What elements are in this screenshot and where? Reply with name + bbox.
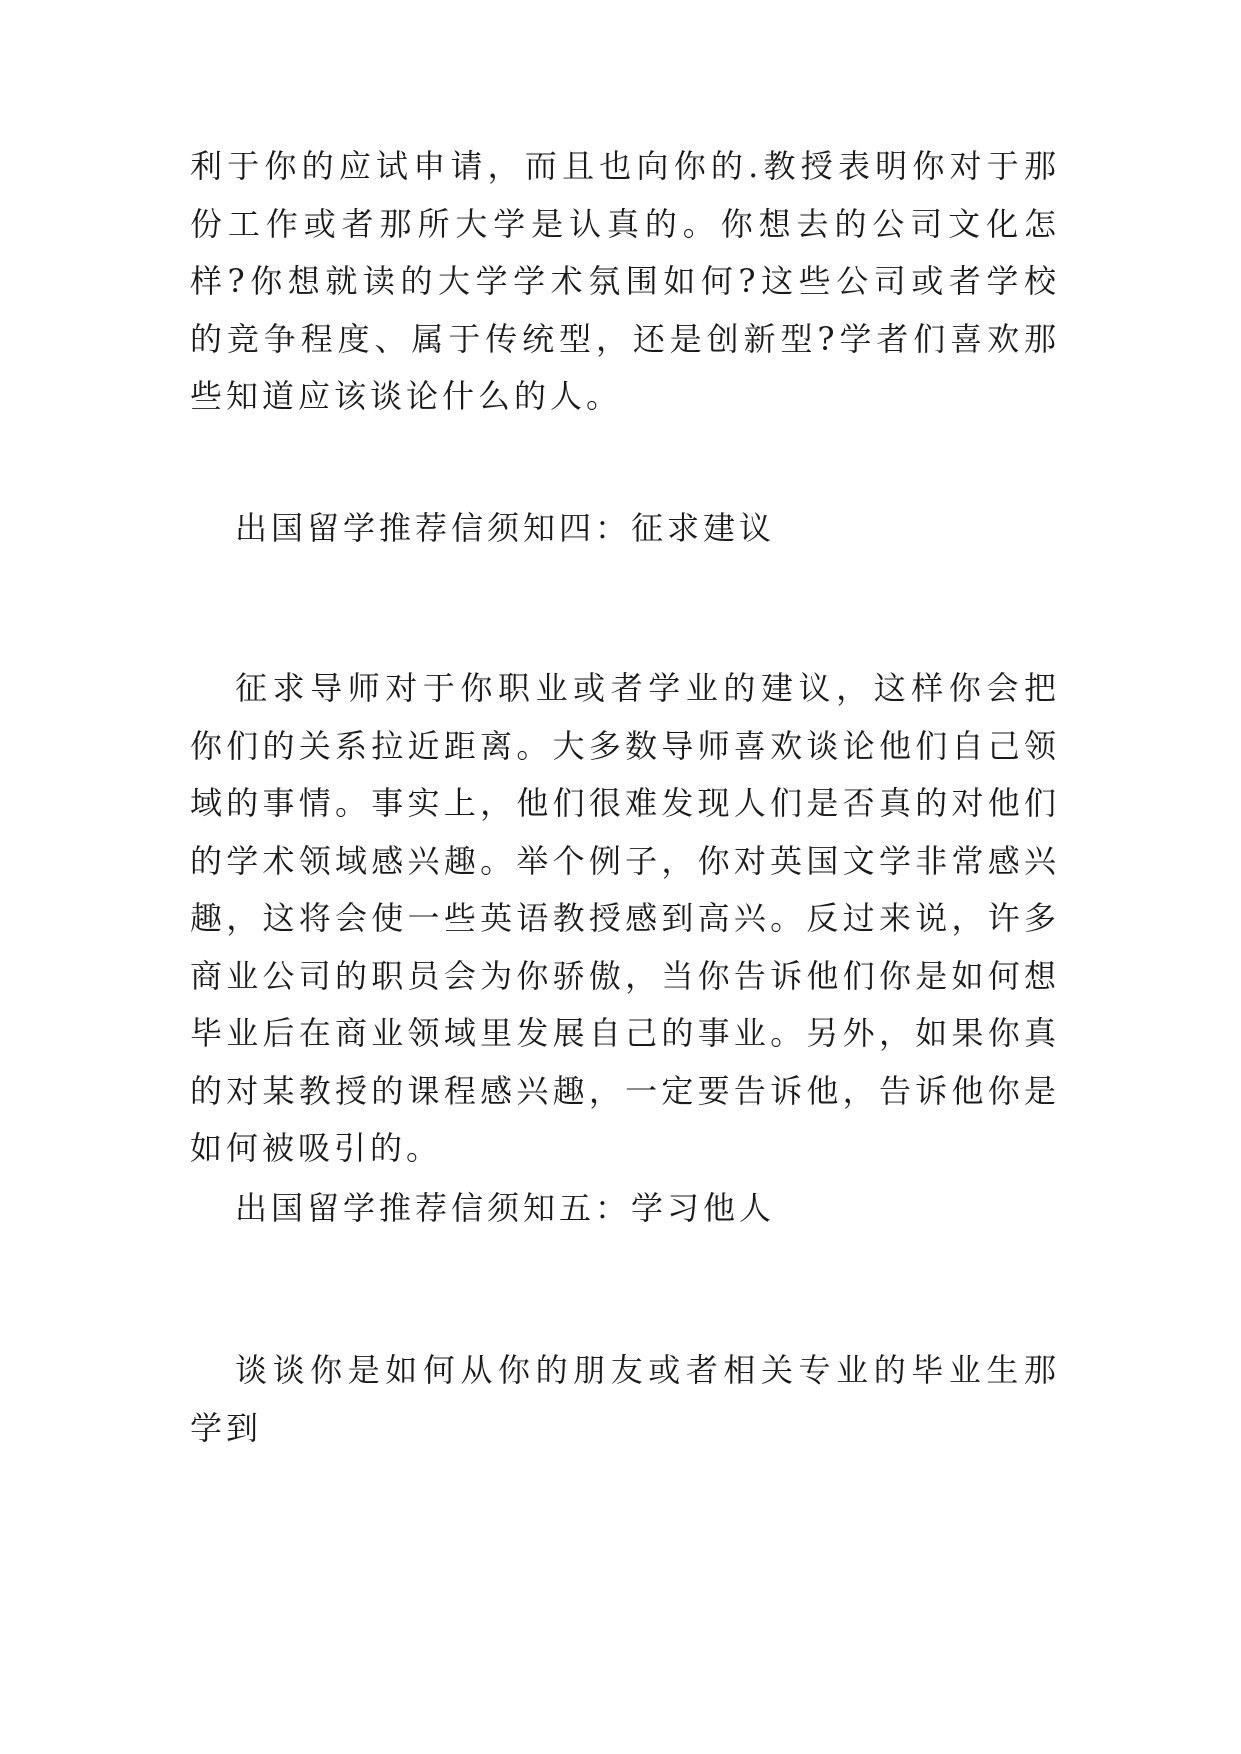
body-paragraph-advice: 征求导师对于你职业或者学业的建议，这样你会把你们的关系拉近距离。大多数导师喜欢谈论他们自己领域的事情。事实上，他们很难发现人们是否真的对他们的学术领域感兴趣。举个例子，你对英国文学非常感兴趣，这将会使一些英语教授感到高兴。反过来说，许多商业公司的职员会为你骄傲，当你告诉他们你是如何想毕业后在商业领域里发展自己的事业。另外，如果你真的对某教授的课程感兴趣，一定要告诉他，告诉他你是如何被吸引的。 [190,669,1060,1167]
body-paragraph-learn-from-others: 谈谈你是如何从你的朋友或者相关专业的毕业生那学到 [190,1351,1060,1447]
section-heading-advice: 出国留学推荐信须知四：征求建议 [235,509,776,547]
body-paragraph-culture: 利于你的应试申请，而且也向你的.教授表明你对于那份工作或者那所大学是认真的。你想去的公司文化怎样?你想就读的大学学术氛围如何?这些公司或者学校的竞争程度、属于传统型，还是创新型?学者们喜欢那些知道应该谈论什么的人。 [190,147,1060,415]
section-heading-learn-from-others: 出国留学推荐信须知五：学习他人 [235,1189,776,1227]
